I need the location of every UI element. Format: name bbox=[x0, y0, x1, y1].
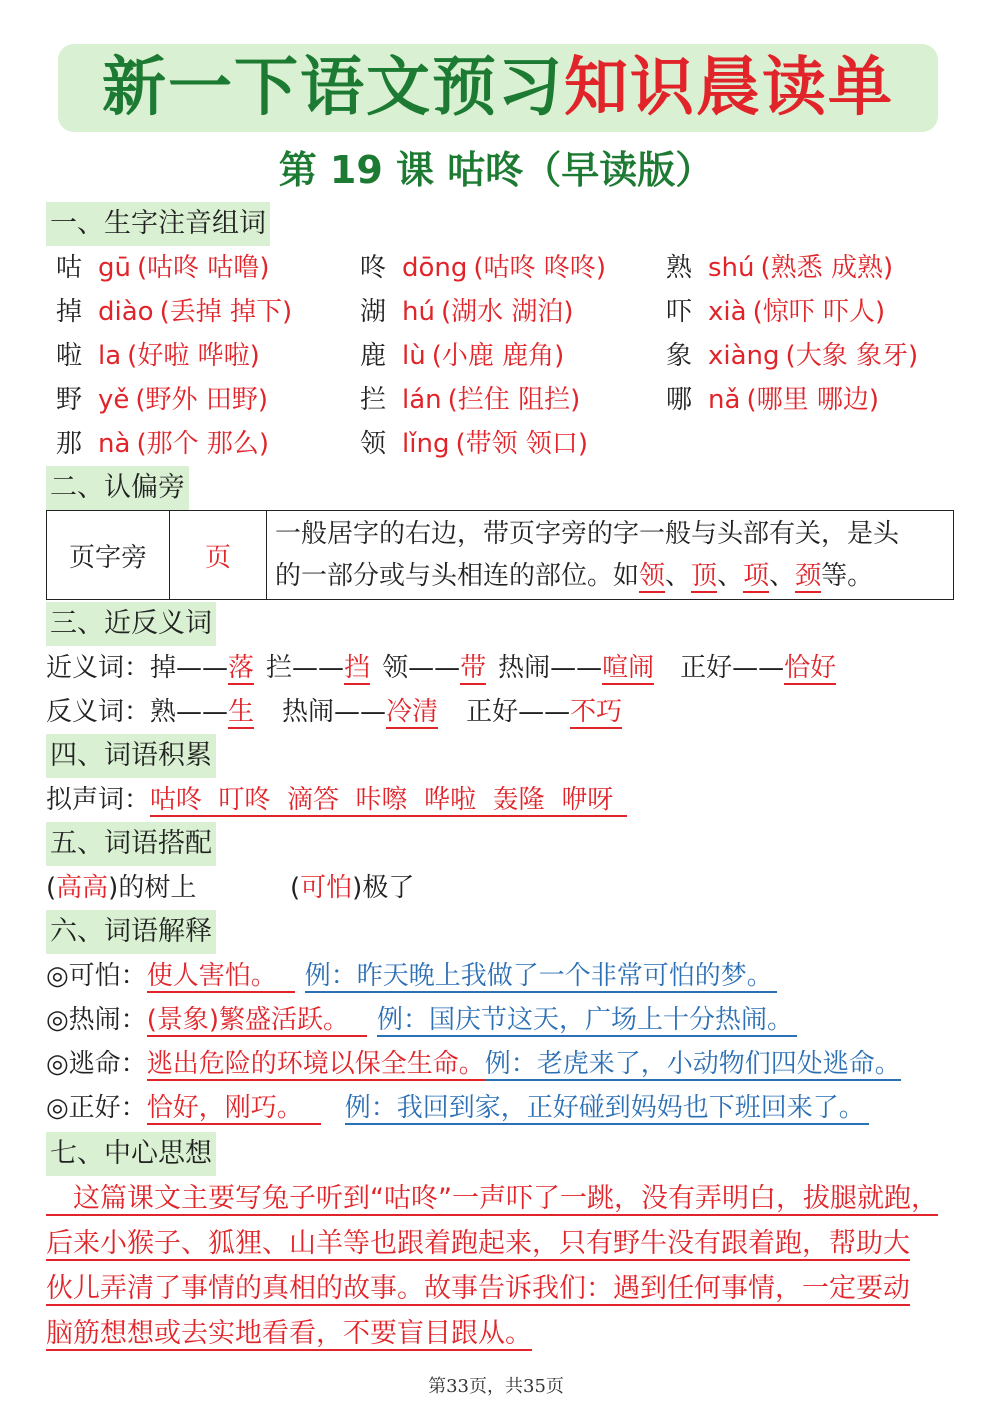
synonym-word: 掉—— bbox=[150, 653, 229, 683]
synonym-answer: 恰好 bbox=[784, 653, 837, 683]
char-words: (熟悉 成熟) bbox=[760, 253, 894, 283]
char-entry bbox=[360, 246, 606, 290]
synonym-answer: 带 bbox=[460, 653, 487, 683]
char: 湖 bbox=[360, 297, 387, 327]
definition-example: 例：老虎来了，小动物们四处逃命。 bbox=[484, 1049, 901, 1079]
char-words: (带领 领口) bbox=[455, 429, 589, 459]
char-entry bbox=[360, 378, 580, 422]
char-words: (湖水 湖泊) bbox=[440, 297, 574, 327]
antonym-answer: 不巧 bbox=[570, 697, 623, 727]
pinyin: nǎ bbox=[708, 385, 741, 415]
separator: 、 bbox=[717, 561, 744, 591]
char: 那 bbox=[56, 429, 83, 459]
synonym-row bbox=[46, 646, 836, 690]
definition-term: ◎热闹： bbox=[46, 1005, 147, 1035]
char: 咕 bbox=[56, 253, 83, 283]
antonym-answer: 生 bbox=[228, 697, 255, 727]
definition-row bbox=[46, 954, 777, 998]
char-words: (大象 象牙) bbox=[785, 341, 919, 371]
char-entry bbox=[360, 422, 588, 466]
radical-desc-prefix: 的一部分或与头相连的部位。如 bbox=[275, 561, 640, 591]
char: 熟 bbox=[666, 253, 693, 283]
definition-example: 例：昨天晚上我做了一个非常可怕的梦。 bbox=[305, 961, 777, 993]
char: 野 bbox=[56, 385, 83, 415]
char-entry bbox=[56, 290, 292, 334]
pinyin: lán bbox=[402, 385, 442, 415]
antonym-label: 反义词： bbox=[46, 697, 151, 727]
synonym-word: 正好—— bbox=[680, 653, 785, 683]
char: 象 bbox=[666, 341, 693, 371]
antonym-word: 正好—— bbox=[466, 697, 571, 727]
char-entry bbox=[360, 290, 574, 334]
radical-example: 领 bbox=[639, 561, 666, 591]
synonym-answer: 喧闹 bbox=[602, 653, 655, 683]
lesson-subtitle: 第 19 课 咕咚（早读版） bbox=[278, 148, 714, 192]
pinyin: la bbox=[98, 341, 122, 371]
collocation-word: 可怕 bbox=[300, 873, 353, 903]
summary-line bbox=[46, 1221, 948, 1266]
char-entry bbox=[666, 334, 918, 378]
summary-text: 这篇课文主要写兔子听到“咕咚”一声吓了一跳，没有弄明白，拔腿就跑， bbox=[46, 1183, 938, 1214]
onomatopoeia-words: 咕咚 叮咚 滴答 咔嚓 哗啦 轰隆 咿呀 bbox=[150, 785, 627, 817]
radical-example: 项 bbox=[743, 561, 770, 591]
pinyin: lǐng bbox=[402, 429, 450, 459]
collocation-item: (高高)的树上 bbox=[46, 873, 197, 903]
synonym-answer: 落 bbox=[228, 653, 255, 683]
char-words: (那个 那么) bbox=[136, 429, 269, 459]
section-heading-radical: 二、认偏旁 bbox=[46, 466, 189, 510]
synonym-word: 热闹—— bbox=[498, 653, 603, 683]
section-heading-definitions: 六、词语解释 bbox=[46, 910, 216, 954]
pinyin: diào bbox=[98, 297, 154, 327]
definition-row bbox=[46, 1086, 869, 1130]
page-title bbox=[102, 51, 894, 125]
char: 鹿 bbox=[360, 341, 387, 371]
radical-name: 页字旁 bbox=[47, 511, 170, 600]
char-words: (拦住 阻拦) bbox=[447, 385, 581, 415]
radical-table bbox=[46, 510, 954, 600]
char-entry bbox=[56, 422, 269, 466]
pinyin: nà bbox=[98, 429, 131, 459]
pinyin: dōng bbox=[402, 253, 468, 283]
definition-meaning: 逃出危险的环境以保全生命。 bbox=[146, 1049, 485, 1079]
onomatopoeia-row bbox=[46, 778, 627, 822]
char-entry bbox=[666, 378, 879, 422]
char: 啦 bbox=[56, 341, 83, 371]
collocation-suffix: 的树上 bbox=[118, 873, 197, 903]
pinyin: xià bbox=[708, 297, 747, 327]
collocation-word: 高高 bbox=[56, 873, 109, 903]
title-part-green: 新一下语文预习 bbox=[102, 51, 564, 125]
char: 吓 bbox=[666, 297, 693, 327]
char: 领 bbox=[360, 429, 387, 459]
definition-row bbox=[46, 1042, 901, 1086]
char-words: (咕咚 咕噜) bbox=[137, 253, 270, 283]
summary-line bbox=[46, 1176, 948, 1221]
char-words: (惊吓 吓人) bbox=[752, 297, 886, 327]
char-entry bbox=[360, 334, 564, 378]
char-entry bbox=[666, 246, 893, 290]
separator: 、 bbox=[665, 561, 692, 591]
radical-description bbox=[267, 511, 954, 600]
definition-term: ◎正好： bbox=[46, 1093, 147, 1123]
section-heading-collocation: 五、词语搭配 bbox=[46, 822, 216, 866]
char-words: (好啦 哗啦) bbox=[127, 341, 260, 371]
summary-text: 后来小猴子、狐狸、山羊等也跟着跑起来，只有野牛没有跟着跑，帮助大 bbox=[46, 1228, 910, 1259]
summary-text: 脑筋想想或去实地看看，不要盲目跟从。 bbox=[46, 1318, 532, 1349]
definition-row bbox=[46, 998, 797, 1042]
definition-meaning: 恰好，刚巧。 bbox=[147, 1093, 321, 1125]
synonym-word: 领—— bbox=[382, 653, 461, 683]
char-entry bbox=[56, 378, 268, 422]
radical-desc-line bbox=[275, 555, 945, 597]
definition-term: ◎可怕： bbox=[46, 961, 147, 991]
definition-example: 例：我回到家，正好碰到妈妈也下班回来了。 bbox=[345, 1093, 869, 1125]
radical-example: 顶 bbox=[691, 561, 718, 591]
antonym-row bbox=[46, 690, 622, 734]
char-words: (野外 田野) bbox=[135, 385, 268, 415]
char-words: (哪里 哪边) bbox=[746, 385, 879, 415]
char-words: (小鹿 鹿角) bbox=[431, 341, 565, 371]
title-part-red: 知识晨读单 bbox=[564, 51, 894, 125]
pinyin: yě bbox=[98, 385, 130, 415]
synonym-label: 近义词： bbox=[46, 653, 151, 683]
radical-desc-line: 一般居字的右边，带页字旁的字一般与头部有关，是头 bbox=[275, 519, 900, 549]
summary-line bbox=[46, 1311, 948, 1356]
separator: 、 bbox=[769, 561, 796, 591]
pinyin: lù bbox=[402, 341, 426, 371]
radical-glyph: 页 bbox=[170, 511, 267, 600]
char-words: (咕咚 咚咚) bbox=[473, 253, 606, 283]
radical-desc-suffix: 等。 bbox=[821, 561, 874, 591]
collocation-item: (可怕)极了 bbox=[290, 873, 415, 903]
summary-text: 伙儿弄清了事情的真相的故事。故事告诉我们：遇到任何事情，一定要动 bbox=[46, 1273, 910, 1304]
antonym-answer: 冷清 bbox=[386, 697, 439, 727]
char-entry bbox=[56, 246, 270, 290]
antonym-word: 热闹—— bbox=[282, 697, 387, 727]
title-banner bbox=[58, 44, 938, 132]
section-heading-synonyms: 三、近反义词 bbox=[46, 602, 216, 646]
definition-term: ◎逃命： bbox=[46, 1049, 147, 1079]
central-idea-paragraph bbox=[46, 1176, 948, 1356]
pinyin: xiàng bbox=[708, 341, 780, 371]
char: 咚 bbox=[360, 253, 387, 283]
char-entry bbox=[666, 290, 885, 334]
section-heading-accumulation: 四、词语积累 bbox=[46, 734, 216, 778]
antonym-word: 熟—— bbox=[150, 697, 229, 727]
pinyin: shú bbox=[708, 253, 755, 283]
char: 哪 bbox=[666, 385, 693, 415]
char: 拦 bbox=[360, 385, 387, 415]
char-entry bbox=[56, 334, 260, 378]
char: 掉 bbox=[56, 297, 83, 327]
synonym-word: 拦—— bbox=[266, 653, 345, 683]
synonym-answer: 挡 bbox=[344, 653, 371, 683]
summary-line bbox=[46, 1266, 948, 1311]
page-footer: 第33页，共35页 bbox=[428, 1376, 564, 1397]
collocation-suffix: 极了 bbox=[362, 873, 415, 903]
definition-meaning: (景象)繁盛活跃。 bbox=[147, 1005, 367, 1037]
section-heading-characters: 一、生字注音组词 bbox=[46, 202, 270, 246]
onomatopoeia-label: 拟声词： bbox=[46, 785, 151, 815]
section-heading-central-idea: 七、中心思想 bbox=[46, 1132, 216, 1176]
definition-example: 例：国庆节这天，广场上十分热闹。 bbox=[377, 1005, 797, 1037]
pinyin: gū bbox=[98, 253, 131, 283]
char-words: (丢掉 掉下) bbox=[159, 297, 293, 327]
definition-meaning: 使人害怕。 bbox=[147, 961, 295, 993]
radical-example: 颈 bbox=[795, 561, 822, 591]
pinyin: hú bbox=[402, 297, 435, 327]
